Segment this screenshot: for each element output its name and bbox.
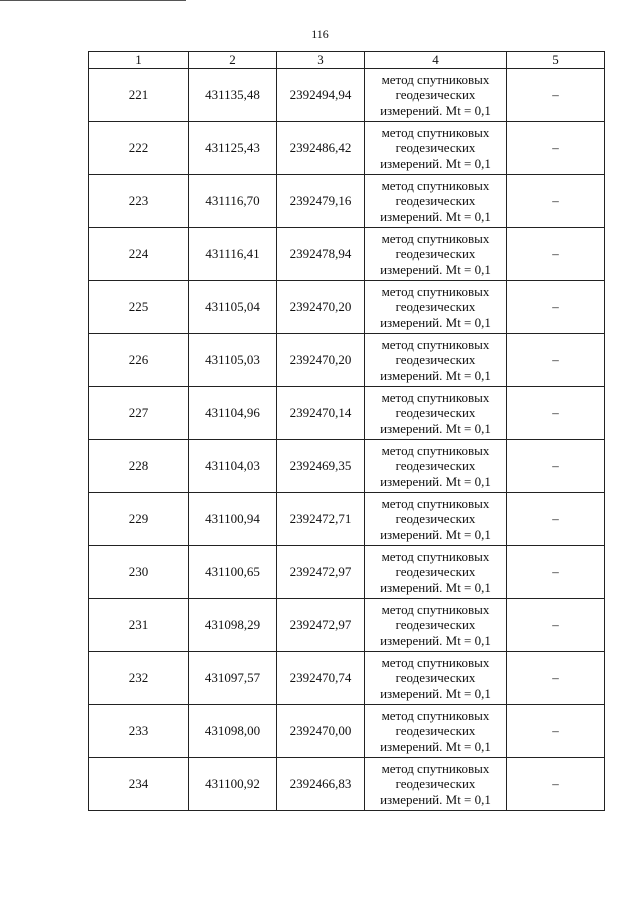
x-coordinate-cell: 431100,92	[189, 758, 277, 811]
y-coordinate-cell: 2392472,97	[277, 546, 365, 599]
method-line: измерений. Mt = 0,1	[380, 473, 491, 489]
x-coordinate-cell: 431105,03	[189, 334, 277, 387]
method-line: метод спутниковых	[381, 548, 490, 564]
point-number-cell: 222	[89, 122, 189, 175]
note-cell: –	[507, 281, 605, 334]
x-coordinate-cell: 431116,41	[189, 228, 277, 281]
note-cell: –	[507, 758, 605, 811]
method-line: геодезических	[395, 617, 476, 633]
note-cell: –	[507, 228, 605, 281]
coordinates-table	[88, 51, 605, 811]
x-coordinate-cell: 431100,94	[189, 493, 277, 546]
point-number-cell: 229	[89, 493, 189, 546]
method-cell	[365, 440, 507, 493]
method-line: геодезических	[395, 246, 476, 262]
point-number-cell: 231	[89, 599, 189, 652]
method-cell	[365, 599, 507, 652]
point-number-cell: 226	[89, 334, 189, 387]
point-number-cell: 233	[89, 705, 189, 758]
method-line: метод спутниковых	[381, 71, 490, 87]
table-row	[89, 440, 605, 493]
point-number-cell: 234	[89, 758, 189, 811]
note-cell: –	[507, 440, 605, 493]
method-line: геодезических	[395, 776, 476, 792]
method-line: метод спутниковых	[381, 230, 490, 246]
method-cell	[365, 758, 507, 811]
method-line: геодезических	[395, 670, 476, 686]
point-number-cell: 223	[89, 175, 189, 228]
method-line: геодезических	[395, 564, 476, 580]
note-cell: –	[507, 387, 605, 440]
y-coordinate-cell: 2392470,74	[277, 652, 365, 705]
method-line: метод спутниковых	[381, 177, 490, 193]
column-header-2: 2	[189, 52, 277, 69]
note-cell: –	[507, 69, 605, 122]
y-coordinate-cell: 2392478,94	[277, 228, 365, 281]
method-line: геодезических	[395, 193, 476, 209]
point-number-cell: 227	[89, 387, 189, 440]
method-line: измерений. Mt = 0,1	[380, 579, 491, 595]
table-body	[89, 69, 605, 811]
method-cell	[365, 122, 507, 175]
y-coordinate-cell: 2392469,35	[277, 440, 365, 493]
table-row	[89, 122, 605, 175]
note-cell: –	[507, 652, 605, 705]
y-coordinate-cell: 2392466,83	[277, 758, 365, 811]
note-cell: –	[507, 175, 605, 228]
x-coordinate-cell: 431098,00	[189, 705, 277, 758]
point-number-cell: 224	[89, 228, 189, 281]
y-coordinate-cell: 2392470,20	[277, 281, 365, 334]
table-row	[89, 652, 605, 705]
table-row	[89, 705, 605, 758]
method-line: метод спутниковых	[381, 389, 490, 405]
table-row	[89, 175, 605, 228]
method-line: метод спутниковых	[381, 495, 490, 511]
method-line: измерений. Mt = 0,1	[380, 314, 491, 330]
y-coordinate-cell: 2392479,16	[277, 175, 365, 228]
x-coordinate-cell: 431125,43	[189, 122, 277, 175]
x-coordinate-cell: 431098,29	[189, 599, 277, 652]
method-cell	[365, 334, 507, 387]
table-row	[89, 387, 605, 440]
x-coordinate-cell: 431097,57	[189, 652, 277, 705]
y-coordinate-cell: 2392472,71	[277, 493, 365, 546]
method-line: измерений. Mt = 0,1	[380, 632, 491, 648]
method-line: геодезических	[395, 352, 476, 368]
method-cell	[365, 175, 507, 228]
method-line: метод спутниковых	[381, 654, 490, 670]
y-coordinate-cell: 2392470,14	[277, 387, 365, 440]
point-number-cell: 225	[89, 281, 189, 334]
table-row	[89, 546, 605, 599]
column-header-5: 5	[507, 52, 605, 69]
method-line: метод спутниковых	[381, 442, 490, 458]
method-line: измерений. Mt = 0,1	[380, 526, 491, 542]
note-cell: –	[507, 122, 605, 175]
method-line: метод спутниковых	[381, 124, 490, 140]
table-row	[89, 599, 605, 652]
page-number: 116	[311, 27, 329, 41]
y-coordinate-cell: 2392494,94	[277, 69, 365, 122]
note-cell: –	[507, 705, 605, 758]
y-coordinate-cell: 2392486,42	[277, 122, 365, 175]
x-coordinate-cell: 431104,03	[189, 440, 277, 493]
table-row	[89, 69, 605, 122]
method-line: измерений. Mt = 0,1	[380, 155, 491, 171]
point-number-cell: 232	[89, 652, 189, 705]
method-cell	[365, 228, 507, 281]
method-cell	[365, 705, 507, 758]
method-cell	[365, 69, 507, 122]
x-coordinate-cell: 431116,70	[189, 175, 277, 228]
table-row	[89, 493, 605, 546]
point-number-cell: 228	[89, 440, 189, 493]
column-header-4: 4	[365, 52, 507, 69]
method-line: измерений. Mt = 0,1	[380, 367, 491, 383]
x-coordinate-cell: 431135,48	[189, 69, 277, 122]
method-cell	[365, 652, 507, 705]
method-line: метод спутниковых	[381, 760, 490, 776]
method-line: измерений. Mt = 0,1	[380, 420, 491, 436]
method-line: геодезических	[395, 140, 476, 156]
method-line: геодезических	[395, 723, 476, 739]
method-line: измерений. Mt = 0,1	[380, 791, 491, 807]
x-coordinate-cell: 431105,04	[189, 281, 277, 334]
method-line: измерений. Mt = 0,1	[380, 738, 491, 754]
method-line: метод спутниковых	[381, 707, 490, 723]
note-cell: –	[507, 334, 605, 387]
note-cell: –	[507, 493, 605, 546]
method-cell	[365, 387, 507, 440]
y-coordinate-cell: 2392472,97	[277, 599, 365, 652]
method-line: геодезических	[395, 405, 476, 421]
method-cell	[365, 281, 507, 334]
column-header-3: 3	[277, 52, 365, 69]
table-header-row	[89, 52, 605, 69]
table-row	[89, 758, 605, 811]
method-line: измерений. Mt = 0,1	[380, 261, 491, 277]
method-line: геодезических	[395, 87, 476, 103]
method-line: измерений. Mt = 0,1	[380, 102, 491, 118]
x-coordinate-cell: 431104,96	[189, 387, 277, 440]
column-header-1: 1	[89, 52, 189, 69]
method-line: геодезических	[395, 299, 476, 315]
x-coordinate-cell: 431100,65	[189, 546, 277, 599]
method-cell	[365, 493, 507, 546]
method-line: метод спутниковых	[381, 336, 490, 352]
table-row	[89, 228, 605, 281]
method-line: геодезических	[395, 511, 476, 527]
point-number-cell: 221	[89, 69, 189, 122]
table-row	[89, 334, 605, 387]
point-number-cell: 230	[89, 546, 189, 599]
y-coordinate-cell: 2392470,20	[277, 334, 365, 387]
method-cell	[365, 546, 507, 599]
method-line: измерений. Mt = 0,1	[380, 208, 491, 224]
y-coordinate-cell: 2392470,00	[277, 705, 365, 758]
note-cell: –	[507, 546, 605, 599]
table-row	[89, 281, 605, 334]
top-rule	[0, 0, 186, 1]
method-line: метод спутниковых	[381, 601, 490, 617]
note-cell: –	[507, 599, 605, 652]
method-line: метод спутниковых	[381, 283, 490, 299]
method-line: измерений. Mt = 0,1	[380, 685, 491, 701]
method-line: геодезических	[395, 458, 476, 474]
